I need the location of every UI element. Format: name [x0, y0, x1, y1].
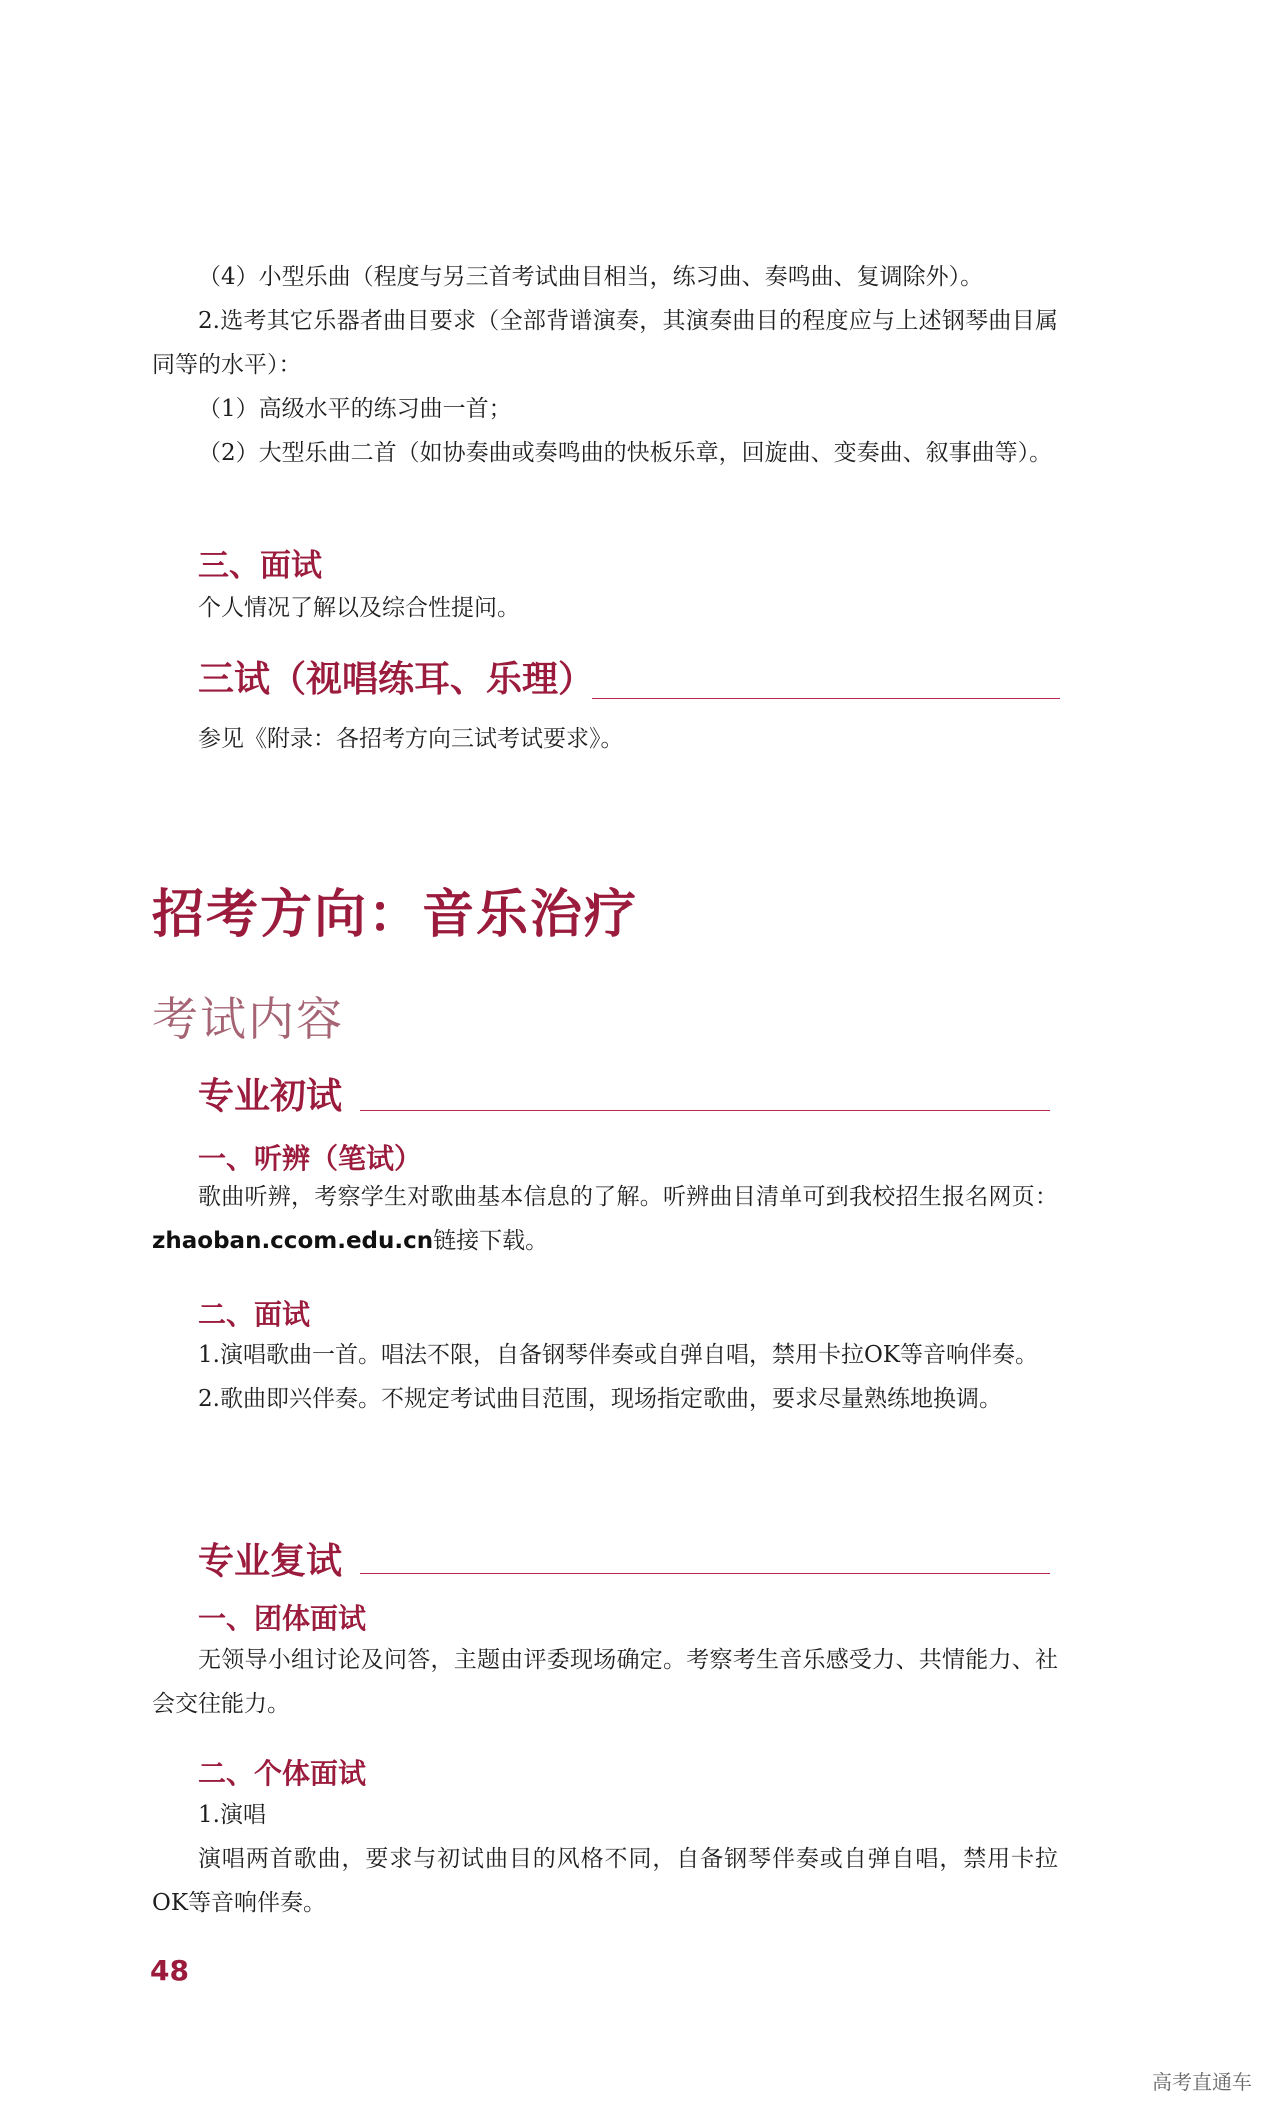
watermark: 高考直通车	[1152, 2070, 1252, 2094]
retest-heading: 专业复试	[198, 1541, 343, 1582]
listening-heading: 一、听辨（笔试）	[198, 1142, 423, 1175]
singing-title: 1.演唱	[198, 1802, 266, 1828]
singing-item: 1.演唱歌曲一首。唱法不限，自备钢琴伴奏或自弹自唱，禁用卡拉OK等音响伴奏。	[198, 1342, 1038, 1368]
prelim-interview-heading: 二、面试	[198, 1298, 311, 1331]
group-interview-text: 无领导小组讨论及问答，主题由评委现场确定。考察考生音乐感受力、共情能力、社会交往能力。	[152, 1647, 1058, 1717]
heading-rule	[360, 1110, 1050, 1111]
enrollment-link[interactable]: zhaoban.ccom.edu.cn	[152, 1228, 434, 1254]
page-number: 48	[150, 1954, 189, 1987]
individual-interview-heading: 二、个体面试	[198, 1757, 367, 1790]
listening-paragraph	[152, 1175, 1058, 1263]
heading-rule	[360, 1573, 1050, 1574]
paragraph-small-piece: （4）小型乐曲（程度与另三首考试曲目相当，练习曲、奏鸣曲、复调除外）。	[198, 264, 984, 290]
direction-title: 招考方向：音乐治疗	[152, 885, 639, 945]
paragraph-other-instruments: 2.选考其它乐器者曲目要求（全部背谱演奏，其演奏曲目的程度应与上述钢琴曲目属同等的水平）：	[152, 308, 1058, 378]
third-exam-heading: 三试（视唱练耳、乐理）	[198, 659, 595, 700]
listening-text: 歌曲听辨，考察学生对歌曲基本信息的了解。听辨曲目清单可到我校招生报名网页：	[198, 1184, 1058, 1210]
paragraph-large-pieces: （2）大型乐曲二首（如协奏曲或奏鸣曲的快板乐章，回旋曲、变奏曲、叙事曲等）。	[198, 440, 1053, 466]
third-exam-text: 参见《附录：各招考方向三试考试要求》。	[198, 726, 624, 752]
prelim-interview-items	[152, 1333, 1058, 1421]
individual-interview-items	[152, 1793, 1058, 1925]
exam-content-title: 考试内容	[152, 992, 344, 1046]
heading-rule	[592, 698, 1060, 699]
interview-text: 个人情况了解以及综合性提问。	[198, 595, 520, 621]
group-interview-heading: 一、团体面试	[198, 1602, 367, 1635]
prelim-heading: 专业初试	[198, 1076, 343, 1117]
repertoire-list	[152, 255, 1058, 475]
accompaniment-item: 2.歌曲即兴伴奏。不规定考试曲目范围，现场指定歌曲，要求尽量熟练地换调。	[198, 1386, 1002, 1412]
paragraph-etude: （1）高级水平的练习曲一首；	[198, 396, 512, 422]
listening-text-end: 链接下载。	[433, 1228, 549, 1254]
section-heading-interview: 三、面试	[198, 548, 322, 584]
singing-text: 演唱两首歌曲，要求与初试曲目的风格不同，自备钢琴伴奏或自弹自唱，禁用卡拉OK等音响伴奏。	[152, 1846, 1058, 1916]
